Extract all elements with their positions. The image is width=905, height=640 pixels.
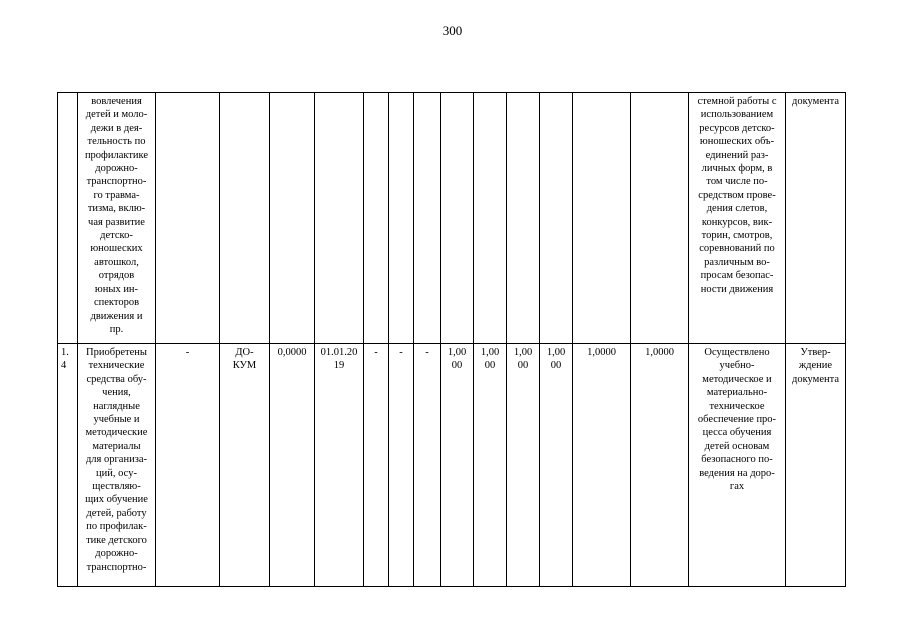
table-cell: 1,00 00	[540, 344, 573, 587]
table-cell: 1,0000	[631, 344, 689, 587]
table-cell	[156, 93, 220, 344]
table-cell	[389, 93, 414, 344]
table-cell	[220, 93, 270, 344]
measure-name-cell: вовлечения детей и моло- дежи в дея- тельность по профилактике дорожно- транспортно- го травма- тизма, вклю- чая развитие детско- юношеских автошкол, отрядов юных ин- спекторов движения и пр.	[78, 93, 156, 344]
table-cell: 1,00 00	[474, 344, 507, 587]
table-cell	[270, 93, 315, 344]
table-row	[58, 93, 846, 344]
table-cell: -	[364, 344, 389, 587]
table-cell	[474, 93, 507, 344]
table-cell	[631, 93, 689, 344]
result-cell: Осуществлено учебно- методическое и материально- техническое обеспечение про- цесса обучения детей основам безопасного по- ведения на доро- гах	[689, 344, 786, 587]
table-cell: 01.01.20 19	[315, 344, 364, 587]
table-cell: -	[389, 344, 414, 587]
table-cell: 1,00 00	[441, 344, 474, 587]
table-cell: -	[414, 344, 441, 587]
table-cell	[315, 93, 364, 344]
table-cell	[414, 93, 441, 344]
row-number-cell	[58, 93, 78, 344]
table-cell: 1,00 00	[507, 344, 540, 587]
table-cell: ДО- КУМ	[220, 344, 270, 587]
table-cell	[441, 93, 474, 344]
table-cell: 1,0000	[573, 344, 631, 587]
page-number: 300	[442, 23, 463, 38]
table-cell	[507, 93, 540, 344]
table-cell: -	[156, 344, 220, 587]
row-number-cell: 1. 4	[58, 344, 78, 587]
table-cell	[364, 93, 389, 344]
document-cell: Утвер- ждение документа	[786, 344, 846, 587]
document-cell: документа	[786, 93, 846, 344]
measure-name-cell: Приобретены технические средства обу- чения, наглядные учебные и методические материалы для организа- ций, осу- ществляю- щих обучение детей, работу по профилак- тике детского дорожно- транспортно-	[78, 344, 156, 587]
table-cell: 0,0000	[270, 344, 315, 587]
table-row	[58, 344, 846, 587]
result-cell: стемной работы с использованием ресурсов детско- юношеских объ- единений раз- личных форм, в том числе по- средством прове- дения слетов, конкурсов, вик- торин, смотров, соревнований по различным во- просам безопас- ности движения	[689, 93, 786, 344]
data-table	[57, 92, 846, 587]
table-cell	[573, 93, 631, 344]
table-cell	[540, 93, 573, 344]
